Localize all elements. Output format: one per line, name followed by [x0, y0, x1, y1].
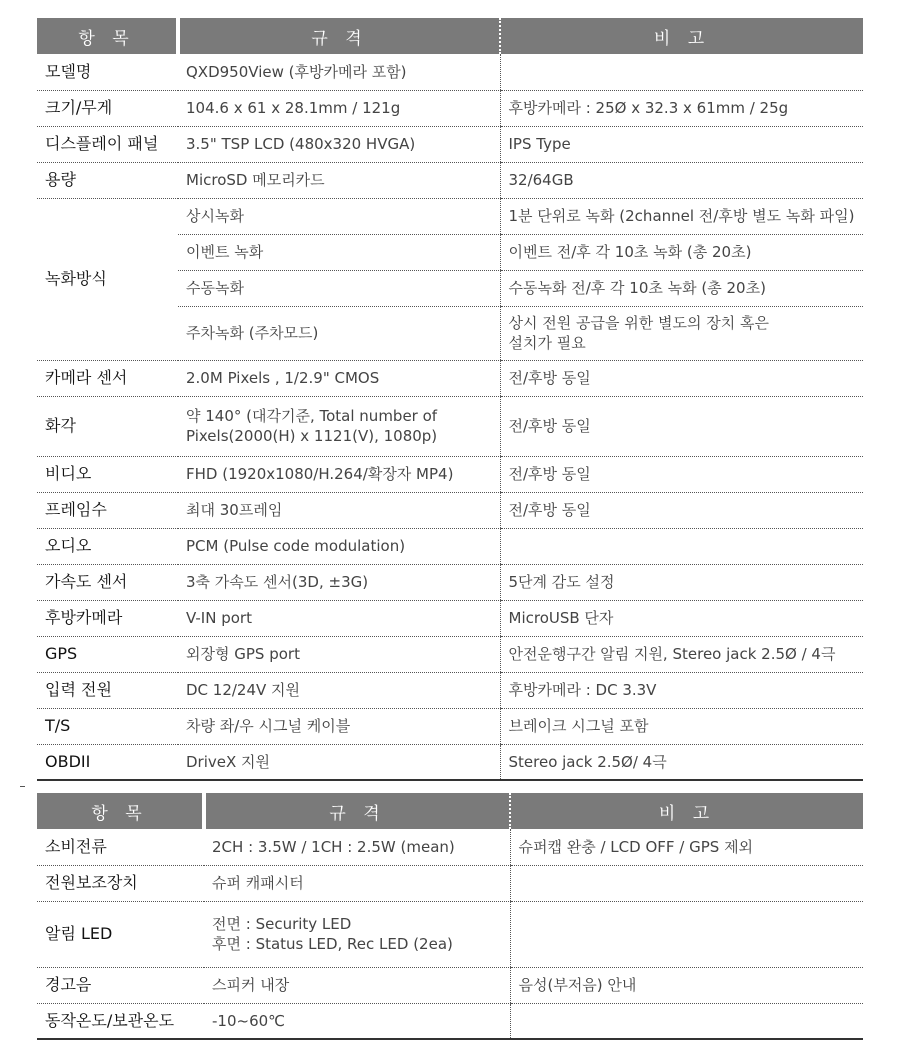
table-header	[37, 18, 863, 54]
header-note: 비 고	[500, 18, 863, 54]
row-spec: QXD950View (후방카메라 포함)	[178, 54, 500, 90]
table-row	[37, 1003, 863, 1039]
row-item-recording: 녹화방식	[37, 198, 178, 360]
recording-mode-spec: 수동녹화	[178, 270, 500, 306]
header-note: 비 고	[510, 793, 863, 829]
recording-mode-note-line: 상시 전원 공급을 위한 별도의 장치 혹은	[508, 314, 769, 332]
row-item: 경고음	[37, 967, 204, 1003]
row-spec: MicroSD 메모리카드	[178, 162, 500, 198]
row-spec-line: 전면 : Security LED	[212, 915, 352, 933]
row-spec: 차량 좌/우 시그널 케이블	[178, 708, 500, 744]
recording-mode-note-line: 설치가 필요	[508, 334, 586, 352]
row-spec: PCM (Pulse code modulation)	[178, 528, 500, 564]
row-note	[510, 1003, 863, 1039]
row-note: 후방카메라 : 25Ø x 32.3 x 61mm / 25g	[500, 90, 863, 126]
row-item: GPS	[37, 636, 178, 672]
row-item: OBDII	[37, 744, 178, 780]
row-item: 크기/무게	[37, 90, 178, 126]
row-item: 소비전류	[37, 829, 204, 865]
row-spec-line: 약 140° (대각기준, Total number of	[186, 407, 438, 425]
row-note	[500, 528, 863, 564]
row-note: 브레이크 시그널 포함	[500, 708, 863, 744]
row-item: 오디오	[37, 528, 178, 564]
recording-mode-spec: 주차녹화 (주차모드)	[178, 306, 500, 360]
row-note: 전/후방 동일	[500, 360, 863, 396]
row-note: 전/후방 동일	[500, 492, 863, 528]
table-row	[37, 829, 863, 865]
row-item: 전원보조장치	[37, 865, 204, 901]
row-item: T/S	[37, 708, 178, 744]
row-item: 입력 전원	[37, 672, 178, 708]
row-note: 전/후방 동일	[500, 456, 863, 492]
row-note: 음성(부저음) 안내	[510, 967, 863, 1003]
row-item: 비디오	[37, 456, 178, 492]
row-note: 5단계 감도 설정	[500, 564, 863, 600]
recording-mode-note	[500, 306, 863, 360]
table-row	[37, 865, 863, 901]
table-row	[37, 744, 863, 780]
row-spec: 2.0M Pixels , 1/2.9" CMOS	[178, 360, 500, 396]
row-spec-line: 후면 : Status LED, Rec LED (2ea)	[212, 935, 453, 953]
page-dash-mark	[20, 786, 25, 787]
header-item: 항 목	[37, 18, 178, 54]
row-item: 프레임수	[37, 492, 178, 528]
row-item: 가속도 센서	[37, 564, 178, 600]
row-spec: 3.5" TSP LCD (480x320 HVGA)	[178, 126, 500, 162]
table-row	[37, 54, 863, 90]
row-item: 디스플레이 패널	[37, 126, 178, 162]
row-note: 슈퍼캡 완충 / LCD OFF / GPS 제외	[510, 829, 863, 865]
row-item: 동작온도/보관온도	[37, 1003, 204, 1039]
row-spec-line: Pixels(2000(H) x 1121(V), 1080p)	[186, 427, 438, 445]
row-note	[510, 865, 863, 901]
row-note: 후방카메라 : DC 3.3V	[500, 672, 863, 708]
row-note: 전/후방 동일	[500, 396, 863, 456]
row-spec: 슈퍼 캐패시터	[204, 865, 510, 901]
table-row	[37, 456, 863, 492]
row-item: 카메라 센서	[37, 360, 178, 396]
row-item: 후방카메라	[37, 600, 178, 636]
table-row	[37, 162, 863, 198]
row-spec: -10~60℃	[204, 1003, 510, 1039]
row-spec: V-IN port	[178, 600, 500, 636]
table-row	[37, 600, 863, 636]
row-spec: DriveX 지원	[178, 744, 500, 780]
row-note	[500, 54, 863, 90]
recording-mode-spec: 상시녹화	[178, 198, 500, 234]
table-header	[37, 793, 863, 829]
table-row-recording	[37, 198, 863, 234]
header-item: 항 목	[37, 793, 204, 829]
table-row	[37, 126, 863, 162]
row-item: 모델명	[37, 54, 178, 90]
row-spec	[178, 396, 500, 456]
header-spec: 규 격	[178, 18, 500, 54]
table-row	[37, 564, 863, 600]
spec-table-power	[37, 793, 863, 1040]
row-note: MicroUSB 단자	[500, 600, 863, 636]
recording-mode-note: 이벤트 전/후 각 10초 녹화 (총 20초)	[500, 234, 863, 270]
recording-mode-spec: 이벤트 녹화	[178, 234, 500, 270]
row-spec: 최대 30프레임	[178, 492, 500, 528]
row-item: 화각	[37, 396, 178, 456]
table-row-angle	[37, 396, 863, 456]
row-note: 안전운행구간 알림 지원, Stereo jack 2.5Ø / 4극	[500, 636, 863, 672]
row-spec: 104.6 x 61 x 28.1mm / 121g	[178, 90, 500, 126]
table-row	[37, 528, 863, 564]
table-row	[37, 492, 863, 528]
row-note: IPS Type	[500, 126, 863, 162]
table-row	[37, 672, 863, 708]
row-spec: 3축 가속도 센서(3D, ±3G)	[178, 564, 500, 600]
row-item: 알림 LED	[37, 901, 204, 967]
recording-mode-note: 1분 단위로 녹화 (2channel 전/후방 별도 녹화 파일)	[500, 198, 863, 234]
row-note: 32/64GB	[500, 162, 863, 198]
table-row	[37, 360, 863, 396]
table-row-led	[37, 901, 863, 967]
row-note: Stereo jack 2.5Ø/ 4극	[500, 744, 863, 780]
row-spec: 스피커 내장	[204, 967, 510, 1003]
table-row	[37, 967, 863, 1003]
spec-table-main	[37, 18, 863, 781]
row-item: 용량	[37, 162, 178, 198]
recording-mode-note: 수동녹화 전/후 각 10초 녹화 (총 20초)	[500, 270, 863, 306]
row-spec: 2CH : 3.5W / 1CH : 2.5W (mean)	[204, 829, 510, 865]
table-row	[37, 90, 863, 126]
row-spec: 외장형 GPS port	[178, 636, 500, 672]
row-spec: FHD (1920x1080/H.264/확장자 MP4)	[178, 456, 500, 492]
header-spec: 규 격	[204, 793, 510, 829]
row-note	[510, 901, 863, 967]
table-row	[37, 636, 863, 672]
table-row	[37, 708, 863, 744]
row-spec: DC 12/24V 지원	[178, 672, 500, 708]
row-spec	[204, 901, 510, 967]
